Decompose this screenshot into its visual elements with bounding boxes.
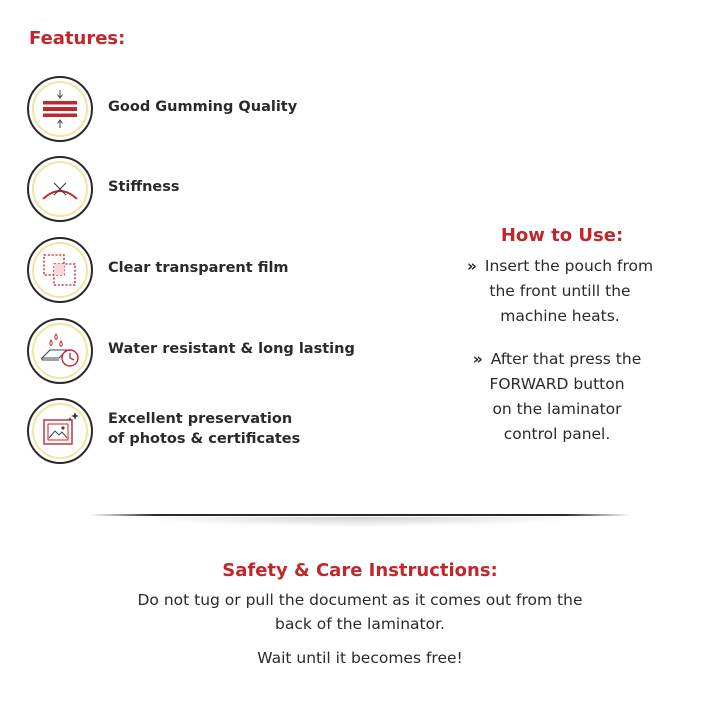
feature-icon-circle <box>27 318 93 384</box>
feature-icon-circle <box>27 237 93 303</box>
safety-title: Safety & Care Instructions: <box>222 560 498 581</box>
feature-icon-circle <box>27 156 93 222</box>
feature-icon-circle <box>27 398 93 464</box>
feature-label: Stiffness <box>108 179 180 195</box>
step-line: machine heats. <box>500 307 620 325</box>
step-text: After that press the <box>490 350 642 368</box>
step-line <box>445 254 675 279</box>
feature-label: Excellent preservation <box>108 411 293 427</box>
step-line: on the laminator <box>492 400 622 418</box>
how-to-step <box>445 254 675 329</box>
photo-frame-icon <box>40 411 80 451</box>
transparent-film-icon <box>40 250 80 290</box>
feature-label: Good Gumming Quality <box>108 99 298 115</box>
feature-item-gumming <box>27 76 357 144</box>
feature-item-stiffness <box>27 156 357 224</box>
feature-item-water-resistant <box>27 318 357 386</box>
water-resistant-icon <box>40 331 80 371</box>
feature-item-transparent-film <box>27 237 357 305</box>
safety-instruction: Do not tug or pull the document as it comes out from the <box>137 591 583 609</box>
safety-note: Wait until it becomes free! <box>257 649 463 667</box>
how-to-use-title: How to Use: <box>500 225 624 246</box>
feature-label: Clear transparent film <box>108 260 289 276</box>
safety-instruction: back of the laminator. <box>275 615 445 633</box>
step-line <box>447 347 667 372</box>
step-text: Insert the pouch from <box>484 257 654 275</box>
feature-label: Water resistant & long lasting <box>108 341 355 357</box>
step-line: FORWARD button <box>489 375 625 393</box>
feature-icon-circle <box>27 76 93 142</box>
section-divider <box>90 514 630 516</box>
section-divider-shadow <box>130 517 590 527</box>
step-line: the front untill the <box>489 282 631 300</box>
feature-label: of photos & certificates <box>108 431 301 447</box>
gumming-press-icon <box>40 89 80 129</box>
feature-item-preservation <box>27 398 357 466</box>
features-title: Features: <box>29 28 126 49</box>
bullet-icon: » <box>466 257 477 275</box>
step-line: control panel. <box>503 425 611 443</box>
how-to-step <box>447 347 667 447</box>
bullet-icon: » <box>472 350 483 368</box>
stiffness-icon <box>40 169 80 209</box>
